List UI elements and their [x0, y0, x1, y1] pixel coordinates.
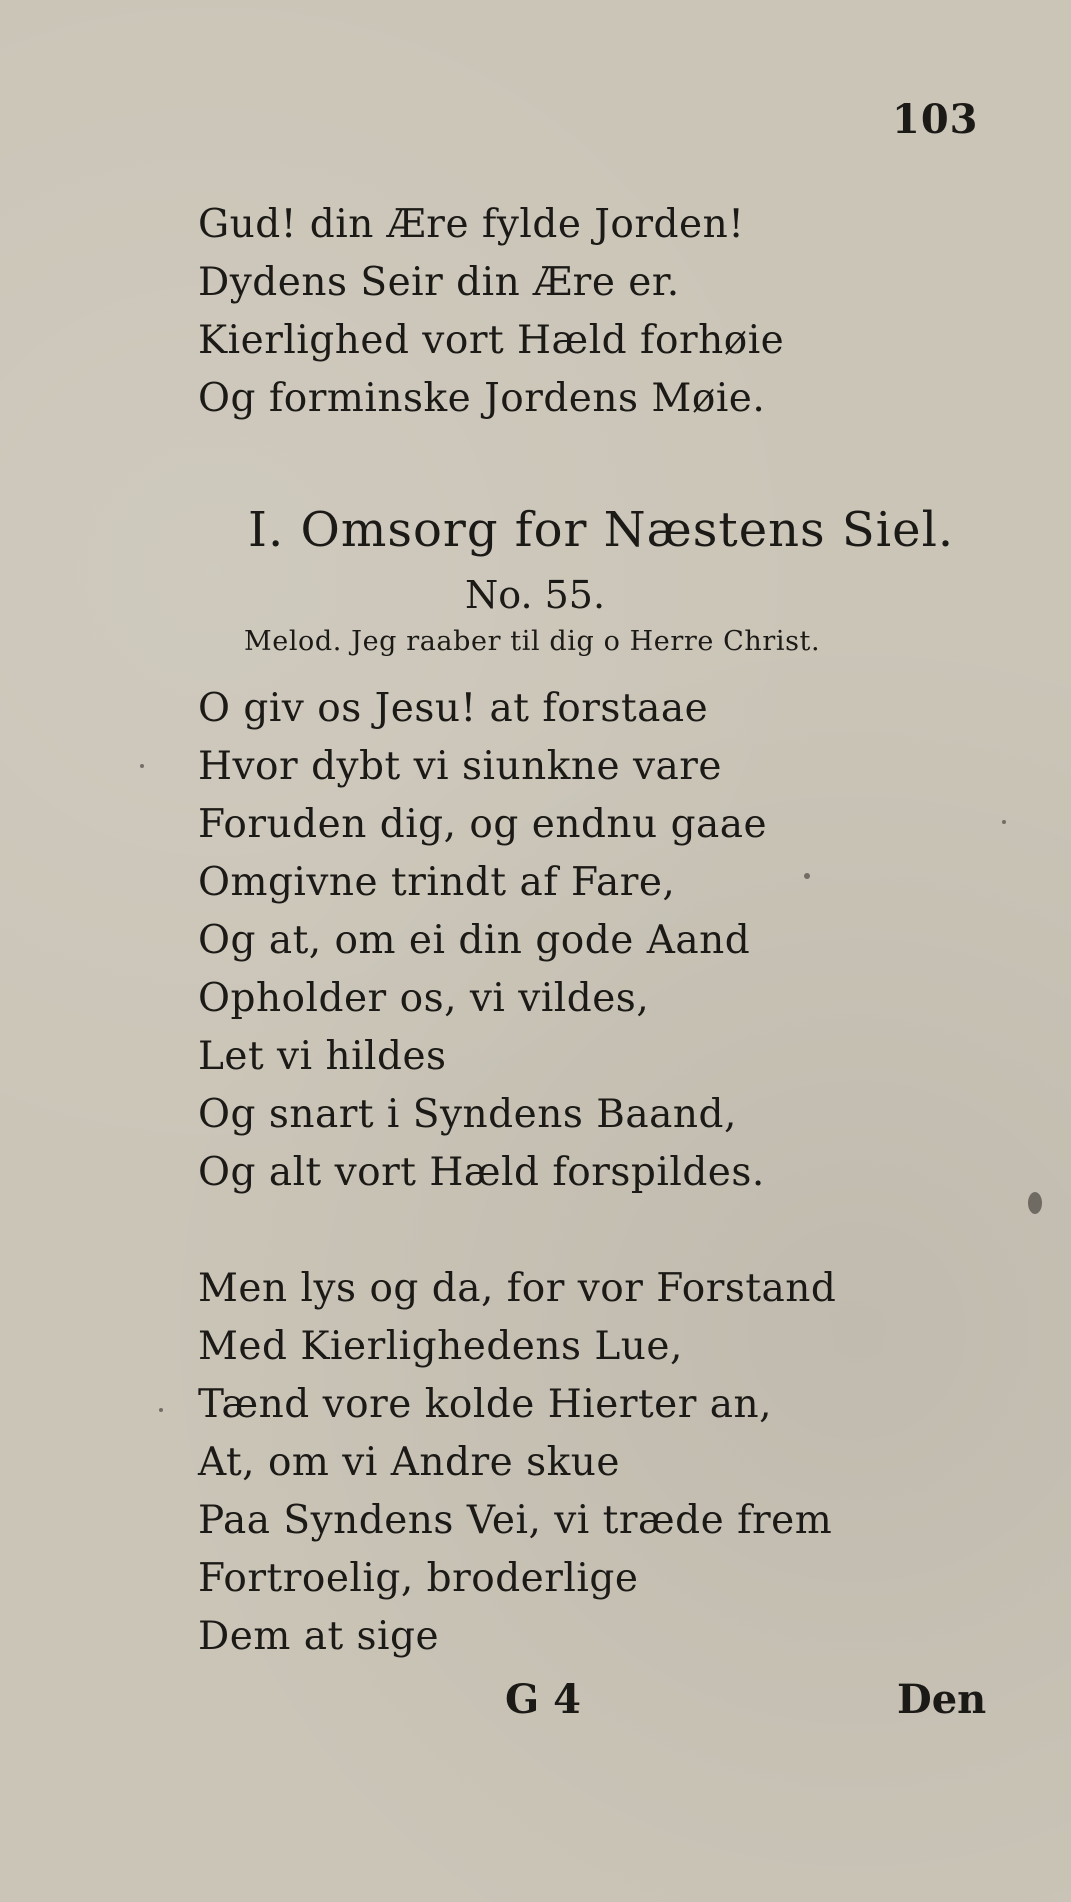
stanza-two	[198, 1260, 918, 1666]
verse-line: Tænd vore kolde Hierter an,	[198, 1382, 773, 1427]
verse-line: Omgivne trindt af Fare,	[198, 860, 676, 905]
hymn-number: No. 55.	[465, 573, 606, 617]
opening-verse	[198, 196, 918, 428]
verse-line: Foruden dig, og endnu gaae	[198, 802, 768, 847]
verse-line: Gud! din Ære fylde Jorden!	[198, 202, 745, 247]
melody-line: Melod. Jeg raaber til dig o Herre Christ.	[244, 626, 821, 657]
paper-speck	[1028, 1192, 1042, 1214]
verse-line: At, om vi Andre skue	[198, 1440, 620, 1485]
verse-line: Og alt vort Hæld forspildes.	[198, 1150, 765, 1195]
verse-line: Men lys og da, for vor Forstand	[198, 1266, 837, 1311]
verse-line: Kierlighed vort Hæld forhøie	[198, 318, 785, 363]
signature-mark: G 4	[505, 1676, 581, 1723]
verse-line: Dydens Seir din Ære er.	[198, 260, 680, 305]
verse-line: Og at, om ei din gode Aand	[198, 918, 751, 963]
verse-line: Med Kierlighedens Lue,	[198, 1324, 683, 1369]
verse-line: Fortroelig, broderlige	[198, 1556, 639, 1601]
verse-line: O giv os Jesu! at forstaae	[198, 686, 709, 731]
verse-line: Dem at sige	[198, 1614, 440, 1659]
paper-speck	[1002, 820, 1006, 824]
verse-line: Let vi hildes	[198, 1034, 447, 1079]
verse-line: Paa Syndens Vei, vi træde frem	[198, 1498, 833, 1543]
paper-speck	[159, 1408, 163, 1412]
catchword: Den	[897, 1676, 987, 1723]
stanza-one	[198, 680, 918, 1202]
verse-line: Hvor dybt vi siunkne vare	[198, 744, 722, 789]
verse-line: Og snart i Syndens Baand,	[198, 1092, 737, 1137]
verse-line: Og forminske Jordens Møie.	[198, 376, 766, 421]
page-number: 103	[892, 96, 979, 143]
verse-line: Opholder os, vi vildes,	[198, 976, 650, 1021]
paper-speck	[140, 764, 144, 768]
section-heading: I. Omsorg for Næstens Siel.	[248, 502, 955, 558]
